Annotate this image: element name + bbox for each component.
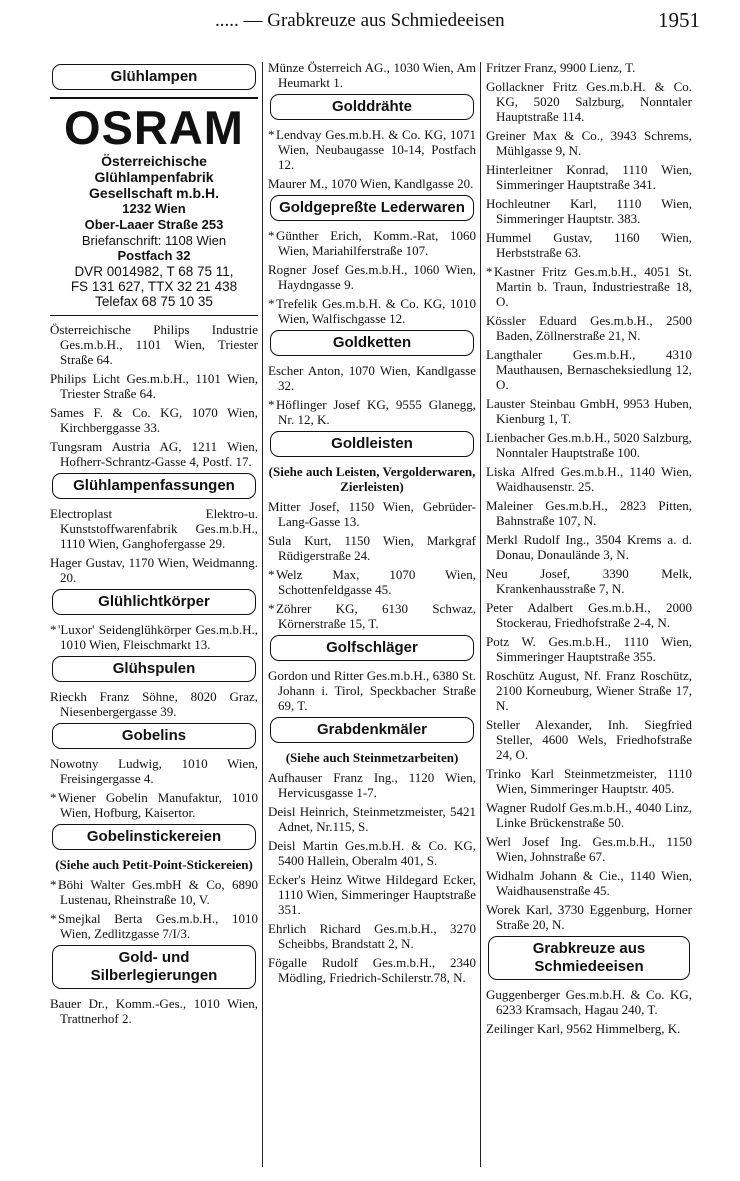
osram-rule-top	[50, 97, 258, 99]
list-item: Guggenberger Ges.m.b.H. & Co. KG, 6233 Kramsach, Hagau 240, T.	[486, 987, 692, 1017]
osram-rule-bottom	[50, 315, 258, 316]
list-item-starred	[486, 264, 692, 309]
list-item-starred	[268, 397, 476, 427]
list-item-text: Smejkal Berta Ges.m.b.H., 1010 Wien, Zedlitzgasse 7/I/3.	[58, 911, 258, 941]
list-item: Sula Kurt, 1150 Wien, Markgraf Rüdigerstraße 24.	[268, 533, 476, 563]
list-item: Lauster Steinbau GmbH, 9953 Huben, Kienburg 1, T.	[486, 396, 692, 426]
list-item: Greiner Max & Co., 3943 Schrems, Mühlgasse 9, N.	[486, 128, 692, 158]
list-item: Rogner Josef Ges.m.b.H., 1060 Wien, Haydngasse 9.	[268, 262, 476, 292]
osram-advert	[50, 103, 258, 309]
star-mark: *	[50, 877, 57, 892]
page-number: 1951	[658, 8, 700, 32]
heading-gobelins: Gobelins	[52, 723, 256, 749]
list-item: Liska Alfred Ges.m.b.H., 1140 Wien, Waidhausenstr. 25.	[486, 464, 692, 494]
list-item: Sames F. & Co. KG, 1070 Wien, Kirchberggasse 33.	[50, 405, 258, 435]
list-item: Worek Karl, 3730 Eggenburg, Horner Straße 20, N.	[486, 902, 692, 932]
list-item-text: Günther Erich, Komm.-Rat, 1060 Wien, Mariahilferstraße 107.	[276, 228, 476, 258]
heading-golddraehte: Golddrähte	[270, 94, 474, 120]
list-item-text: Lendvay Ges.m.b.H. & Co. KG, 1071 Wien, Neubaugasse 10-14, Postfach 12.	[276, 127, 476, 172]
running-title: ..... — Grabkreuze aus Schmiedeeisen	[215, 10, 505, 31]
list-item: Philips Licht Ges.m.b.H., 1101 Wien, Triester Straße 64.	[50, 371, 258, 401]
star-mark: *	[268, 397, 275, 412]
list-item: Tungsram Austria AG, 1211 Wien, Hofherr-Schrantz-Gasse 4, Postf. 17.	[50, 439, 258, 469]
heading-gobelinstickereien: Gobelinstickereien	[52, 824, 256, 850]
list-item-starred	[268, 127, 476, 172]
list-item: Hinterleitner Konrad, 1110 Wien, Simmeringer Hauptstraße 341.	[486, 162, 692, 192]
star-mark: *	[268, 296, 275, 311]
list-item: Werl Josef Ing. Ges.m.b.H., 1150 Wien, Johnstraße 67.	[486, 834, 692, 864]
osram-line: Ober-Laaer Straße 253	[84, 217, 224, 232]
heading-goldketten: Goldketten	[270, 330, 474, 356]
list-item: Langthaler Ges.m.b.H., 4310 Mauthausen, Bernascheksiedlung 12, O.	[486, 347, 692, 392]
star-mark: *	[486, 264, 493, 279]
running-header	[0, 8, 740, 38]
list-item: Maurer M., 1070 Wien, Kandlgasse 20.	[268, 176, 474, 191]
list-item-starred	[268, 296, 476, 326]
list-item: Steller Alexander, Inh. Siegfried Steller, 4600 Wels, Friedhofstraße 24, O.	[486, 717, 692, 762]
column-divider-1	[262, 62, 263, 1167]
list-item: Peter Adalbert Ges.m.b.H., 2000 Stockerau, Friedhofstraße 2-4, N.	[486, 600, 692, 630]
list-item: Österreichische Philips Industrie Ges.m.b.H., 1101 Wien, Triester Straße 64.	[50, 322, 258, 367]
list-item: Deisl Heinrich, Steinmetzmeister, 5421 Adnet, Nr.115, S.	[268, 804, 476, 834]
list-item-starred	[50, 622, 258, 652]
list-item: Potz W. Ges.m.b.H., 1110 Wien, Simmeringer Hauptstraße 355.	[486, 634, 692, 664]
osram-line: Telefax 68 75 10 35	[95, 294, 213, 309]
list-item: Lienbacher Ges.m.b.H., 5020 Salzburg, Nonntaler Hauptstraße 100.	[486, 430, 692, 460]
list-item: Fögalle Rudolf Ges.m.b.H., 2340 Mödling, Friedrich-Schilerstr.78, N.	[268, 955, 476, 985]
list-item: Electroplast Elektro-u. Kunststoffwarenfabrik Ges.m.b.H., 1110 Wien, Ganghofergasse 29.	[50, 506, 258, 551]
list-item: Escher Anton, 1070 Wien, Kandlgasse 32.	[268, 363, 476, 393]
list-item: Zeilinger Karl, 9562 Himmelberg, K.	[486, 1021, 681, 1036]
list-item-starred	[268, 601, 476, 631]
list-item-text: Zöhrer KG, 6130 Schwaz, Körnerstraße 15, T.	[276, 601, 476, 631]
list-item: Merkl Rudolf Ing., 3504 Krems a. d. Donau, Donaulände 3, N.	[486, 532, 692, 562]
list-item: Rieckh Franz Söhne, 8020 Graz, Niesenbergergasse 39.	[50, 689, 258, 719]
column-divider-2	[480, 62, 481, 1167]
osram-line: Glühlampenfabrik	[94, 169, 214, 185]
heading-grabdenkmaeler: Grabdenkmäler	[270, 717, 474, 743]
star-mark: *	[268, 228, 275, 243]
cross-reference-note: (Siehe auch Leisten, Vergolderwaren, Zierleisten)	[268, 464, 476, 494]
list-item-text: 'Luxor' Seidenglühkörper Ges.m.b.H., 1010 Wien, Fleischmarkt 13.	[58, 622, 258, 652]
list-item: Gollackner Fritz Ges.m.b.H. & Co. KG, 5020 Salzburg, Nonntaler Hauptstraße 114.	[486, 79, 692, 124]
list-item: Hager Gustav, 1170 Wien, Weidmanng. 20.	[50, 555, 258, 585]
heading-goldleisten: Goldleisten	[270, 431, 474, 457]
heading-golfschlaeger: Golfschläger	[270, 635, 474, 661]
osram-line: Gesellschaft m.b.H.	[89, 185, 219, 201]
star-mark: *	[50, 911, 57, 926]
heading-grabkreuze-schmiedeeisen: Grabkreuze aus Schmiedeeisen	[488, 936, 690, 980]
list-item: Hochleutner Karl, 1110 Wien, Simmeringer Hauptstr. 383.	[486, 196, 692, 226]
heading-gluehlampen: Glühlampen	[52, 64, 256, 90]
column-3	[486, 60, 692, 1040]
list-item-text: Böhi Walter Ges.mbH & Co, 6890 Lustenau, Rheinstraße 10, V.	[58, 877, 258, 907]
list-item: Trinko Karl Steinmetzmeister, 1110 Wien, Simmeringer Hauptstr. 405.	[486, 766, 692, 796]
list-item: Fritzer Franz, 9900 Lienz, T.	[486, 60, 636, 75]
heading-gluehspulen: Glühspulen	[52, 656, 256, 682]
list-item: Roschütz August, Nf. Franz Roschütz, 2100 Korneuburg, Wiener Straße 17, N.	[486, 668, 692, 713]
list-item-text: Trefelik Ges.m.b.H. & Co. KG, 1010 Wien, Walfischgasse 12.	[276, 296, 476, 326]
star-mark: *	[50, 622, 57, 637]
star-mark: *	[50, 790, 57, 805]
list-item-text: Höflinger Josef KG, 9555 Glanegg, Nr. 12, K.	[276, 397, 476, 427]
list-item: Hummel Gustav, 1160 Wien, Herbststraße 63.	[486, 230, 692, 260]
heading-gluehlampenfassungen: Glühlampenfassungen	[52, 473, 256, 499]
osram-line: Postfach 32	[117, 248, 191, 263]
list-item-text: Wiener Gobelin Manufaktur, 1010 Wien, Hofburg, Kaisertor.	[58, 790, 258, 820]
heading-gluehlichtkoerper: Glühlichtkörper	[52, 589, 256, 615]
list-item: Ehrlich Richard Ges.m.b.H., 3270 Scheibbs, Brandstatt 2, N.	[268, 921, 476, 951]
list-item-starred	[268, 567, 476, 597]
osram-logo: OSRAM	[64, 101, 244, 154]
list-item: Widhalm Johann & Cie., 1140 Wien, Waidhausenstraße 45.	[486, 868, 692, 898]
list-item: Gordon und Ritter Ges.m.b.H., 6380 St. Johann i. Tirol, Speckbacher Straße 69, T.	[268, 668, 476, 713]
heading-gold-silberlegierungen: Gold- und Silberlegierungen	[52, 945, 256, 989]
list-item-text: Kastner Fritz Ges.m.b.H., 4051 St. Martin b. Traun, Industriestraße 18, O.	[494, 264, 692, 309]
list-item-text: Welz Max, 1070 Wien, Schottenfeldgasse 45.	[276, 567, 476, 597]
list-item-starred	[268, 228, 476, 258]
list-item-starred	[50, 790, 258, 820]
column-1	[50, 60, 258, 1030]
osram-line: DVR 0014982, T 68 75 11,	[74, 264, 234, 279]
star-mark: *	[268, 567, 275, 582]
column-2	[268, 60, 476, 989]
osram-line: Briefanschrift: 1108 Wien	[81, 233, 227, 248]
cross-reference-note: (Siehe auch Petit-Point-Stickereien)	[55, 857, 253, 872]
list-item: Neu Josef, 3390 Melk, Krankenhausstraße 7, N.	[486, 566, 692, 596]
cross-reference-note: (Siehe auch Steinmetzarbeiten)	[285, 750, 459, 765]
osram-line: Österreichische	[101, 153, 207, 169]
list-item: Deisl Martin Ges.m.b.H. & Co. KG, 5400 Hallein, Oberalm 401, S.	[268, 838, 476, 868]
star-mark: *	[268, 601, 275, 616]
osram-line: FS 131 627, TTX 32 21 438	[70, 279, 238, 294]
list-item: Nowotny Ludwig, 1010 Wien, Freisingergasse 4.	[50, 756, 258, 786]
list-item: Kössler Eduard Ges.m.b.H., 2500 Baden, Zöllnerstraße 21, N.	[486, 313, 692, 343]
list-item: Maleiner Ges.m.b.H., 2823 Pitten, Bahnstraße 107, N.	[486, 498, 692, 528]
list-item: Ecker's Heinz Witwe Hildegard Ecker, 1110 Wien, Simmeringer Hauptstraße 351.	[268, 872, 476, 917]
list-item: Mitter Josef, 1150 Wien, Gebrüder-Lang-Gasse 13.	[268, 499, 476, 529]
list-item-starred	[50, 911, 258, 941]
list-item-starred	[50, 877, 258, 907]
heading-goldgepresste-lederwaren: Goldgepreßte Lederwaren	[270, 195, 474, 221]
list-item: Wagner Rudolf Ges.m.b.H., 4040 Linz, Linke Brückenstraße 50.	[486, 800, 692, 830]
list-item: Bauer Dr., Komm.-Ges., 1010 Wien, Trattnerhof 2.	[50, 996, 258, 1026]
star-mark: *	[268, 127, 275, 142]
osram-line: 1232 Wien	[122, 201, 186, 216]
list-item: Münze Österreich AG., 1030 Wien, Am Heumarkt 1.	[268, 60, 476, 90]
list-item: Aufhauser Franz Ing., 1120 Wien, Hervicusgasse 1-7.	[268, 770, 476, 800]
